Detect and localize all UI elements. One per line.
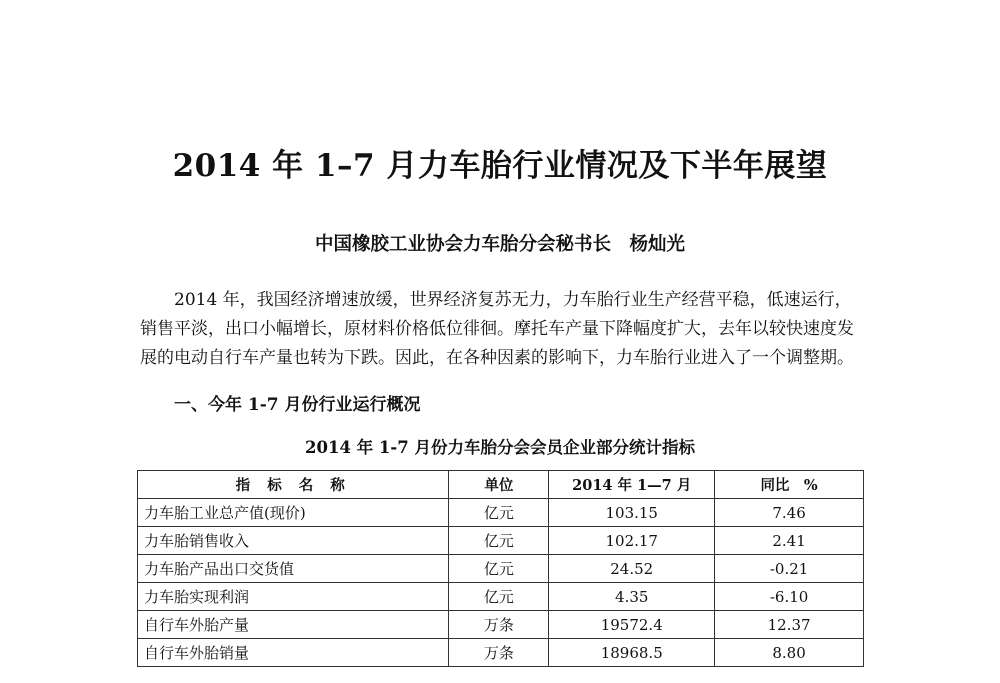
column-header-value: 2014 年 1—7 月	[549, 471, 715, 499]
value-cell: 24.52	[549, 555, 715, 583]
indicator-cell: 力车胎销售收入	[138, 527, 449, 555]
table-row	[138, 555, 864, 583]
statistics-table	[137, 470, 864, 667]
yoy-cell: 8.80	[715, 639, 864, 667]
unit-cell: 万条	[449, 611, 549, 639]
yoy-cell: 12.37	[715, 611, 864, 639]
document-title: 2014 年 1–7 月力车胎行业情况及下半年展望	[172, 148, 828, 184]
indicator-cell: 自行车外胎销量	[138, 639, 449, 667]
table-row	[138, 611, 864, 639]
indicator-cell: 自行车外胎产量	[138, 611, 449, 639]
indicator-cell: 力车胎工业总产值(现价)	[138, 499, 449, 527]
column-header-yoy: 同比 %	[715, 471, 864, 499]
yoy-cell: -0.21	[715, 555, 864, 583]
yoy-cell: 2.41	[715, 527, 864, 555]
value-cell: 18968.5	[549, 639, 715, 667]
value-cell: 103.15	[549, 499, 715, 527]
unit-cell: 亿元	[449, 527, 549, 555]
column-header-indicator: 指 标 名 称	[138, 471, 449, 499]
table-header-row	[138, 471, 864, 499]
table-row	[138, 527, 864, 555]
unit-cell: 万条	[449, 639, 549, 667]
yoy-cell: -6.10	[715, 583, 864, 611]
table-row	[138, 583, 864, 611]
value-cell: 19572.4	[549, 611, 715, 639]
unit-cell: 亿元	[449, 499, 549, 527]
unit-cell: 亿元	[449, 555, 549, 583]
table-title: 2014 年 1-7 月份力车胎分会会员企业部分统计指标	[305, 438, 695, 457]
column-header-unit: 单位	[449, 471, 549, 499]
author-line: 中国橡胶工业协会力车胎分会秘书长 杨灿光	[314, 234, 685, 255]
indicator-cell: 力车胎实现利润	[138, 583, 449, 611]
intro-paragraph: 2014 年，我国经济增速放缓，世界经济复苏无力，力车胎行业生产经营平稳，低速运行，销售平淡，出口小幅增长，原材料价格低位徘徊。摩托车产量下降幅度扩大，去年以较快速度发展的电动自行车产量也转为下跌。因此，在各种因素的影响下，力车胎行业进入了一个调整期。	[140, 290, 854, 368]
yoy-cell: 7.46	[715, 499, 864, 527]
value-cell: 102.17	[549, 527, 715, 555]
table-row	[138, 499, 864, 527]
table-row	[138, 639, 864, 667]
section-heading: 一、今年 1-7 月份行业运行概况	[174, 395, 421, 415]
value-cell: 4.35	[549, 583, 715, 611]
unit-cell: 亿元	[449, 583, 549, 611]
indicator-cell: 力车胎产品出口交货值	[138, 555, 449, 583]
